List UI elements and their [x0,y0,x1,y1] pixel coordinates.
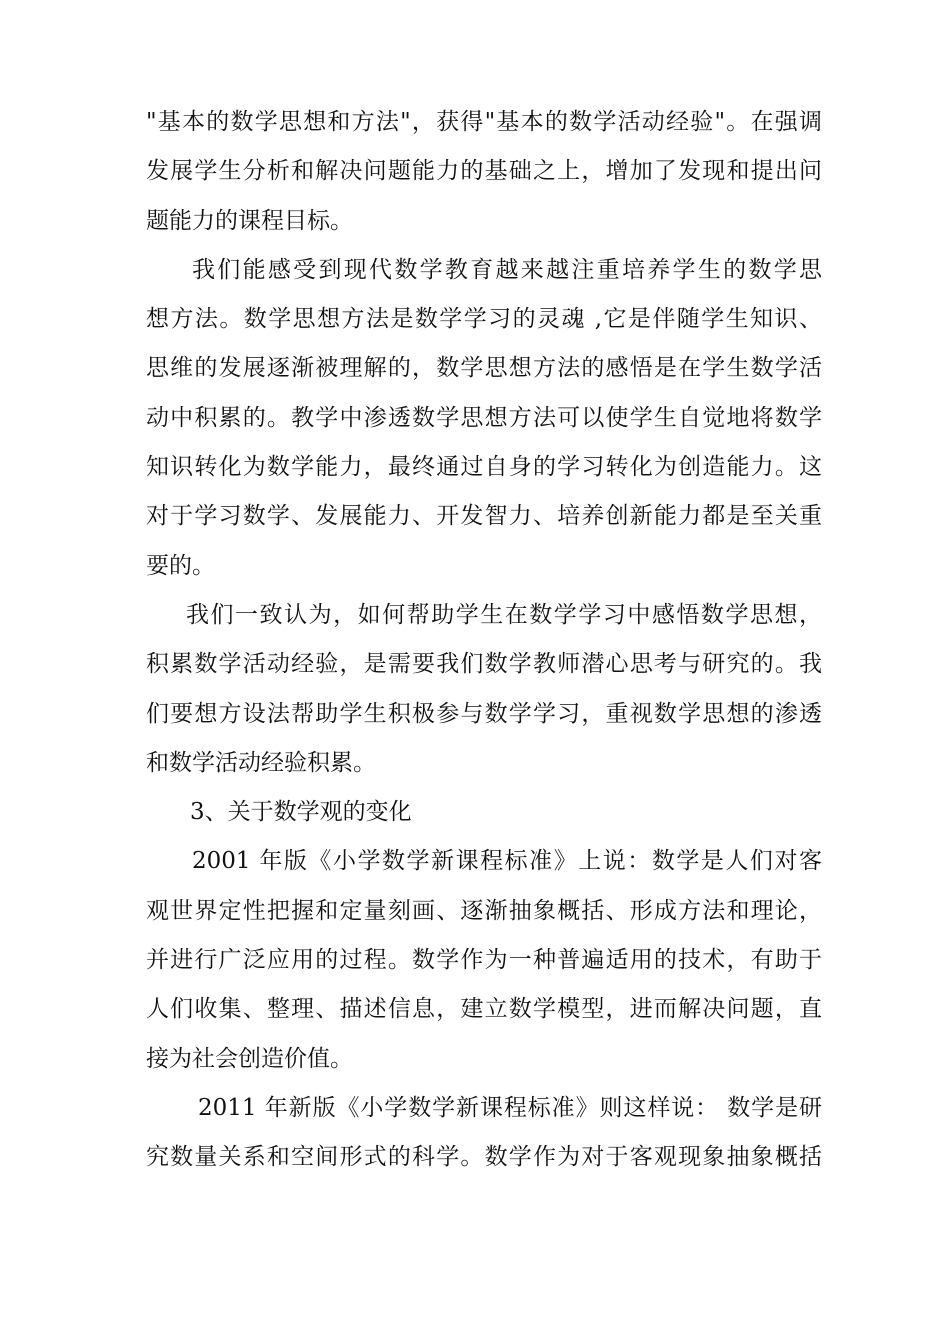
text-line: 积累数学活动经验，是需要我们数学教师潜心思考与研究的。我 [146,651,822,678]
paragraph-3 [146,591,822,788]
text-line: 发展学生分析和解决问题能力的基础之上，增加了发现和提出问 [146,158,822,185]
text-line: 知识转化为数学能力，最终通过自身的学习转化为创造能力。这 [146,454,822,481]
text-line: 接为社会创造价值。 [146,1045,353,1072]
text-line: 和数学活动经验积累。 [146,749,376,776]
paragraph-4 [146,837,822,1083]
text-line: "基本的数学思想和方法"，获得"基本的数学活动经验"。在强调 [146,109,822,135]
text-line: 我们一致认为，如何帮助学生在数学学习中感悟数学思想， [186,601,822,628]
text-line: 对于学习数学、发展能力、开发智力、培养创新能力都是至关重 [146,503,822,530]
text-line: 人们收集、整理、描述信息，建立数学模型，进而解决问题，直 [146,996,822,1023]
text-line: 2011 年新版《小学数学新课程标准》则这样说： 数学是研 [198,1094,822,1121]
text-line: 思维的发展逐渐被理解的，数学思想方法的感悟是在学生数学活 [146,355,822,382]
paragraph-5 [146,1084,822,1183]
text-line: 究数量关系和空间形式的科学。数学作为对于客观现象抽象概括 [146,1144,822,1171]
text-line: 要的。 [146,552,215,579]
text-line: 题能力的课程目标。 [146,207,353,234]
document-body [146,98,822,1183]
paragraph-2 [146,246,822,591]
paragraph-1 [146,98,822,246]
text-line: 观世界定性把握和定量刻画、逐渐抽象概括、形成方法和理论， [146,897,822,924]
text-line: 们要想方设法帮助学生积极参与数学学习，重视数学思想的渗透 [146,700,822,727]
text-line: 我们能感受到现代数学教育越来越注重培养学生的数学思 [192,256,822,283]
text-line: 2001 年版《小学数学新课程标准》上说：数学是人们对客 [192,848,822,875]
text-line: 3、关于数学观的变化 [190,799,412,826]
text-line: 并进行广泛应用的过程。数学作为一种普遍适用的技术，有助于 [146,947,822,974]
text-line: 动中积累的。教学中渗透数学思想方法可以使学生自觉地将数学 [146,404,822,431]
section-heading [146,788,822,837]
text-line: 想方法。数学思想方法是数学学习的灵魂 ,它是伴随学生知识、 [146,306,822,333]
